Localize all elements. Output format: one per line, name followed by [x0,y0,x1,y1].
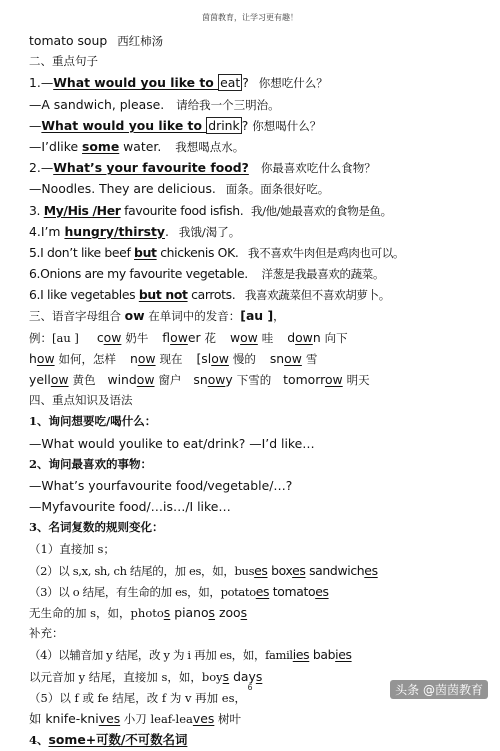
sentence-1a [29,72,491,93]
sentence-en: carrots. [187,287,236,303]
suffix: s [240,605,248,621]
sentence-punct: ? [241,117,249,133]
phonics-row-2 [29,348,491,369]
word-zh: 雪 [305,351,318,366]
heading-number: 4、 [29,733,49,748]
example-label: 例：[au ] [29,330,79,345]
word-ow: ow [240,329,258,345]
sentence-zh: 我/他/她最喜欢的食物是鱼。 [250,203,392,218]
boxed-word: eat [220,75,241,91]
word-part: tomato [269,583,316,599]
sentence-6b [29,284,491,305]
sentence-en: —Noodles. They are delicious. [29,181,216,197]
rule-text: 以元音加 y 结尾，直接加 s，如，boy [29,669,223,684]
word-part: n [312,329,321,345]
word-part: yell [29,372,51,387]
grammar-point-1-example: —What would youlike to eat/drink? —I’d like… [29,435,315,451]
sentence-zh: 面条。面条很好吃。 [225,182,330,197]
word-zh: 下雪的 [236,373,272,387]
heading-letters: ow [124,308,145,324]
page-header: 茵茵教育，让学习更有趣！ [202,13,298,22]
sentence-1c [29,115,491,136]
heading-text: 在单词中的发音： [144,309,241,324]
sentence-1d [29,136,491,157]
sentence-zh: 我不喜欢牛肉但是鸡肉也可以。 [248,245,405,260]
word-ow: ow [50,372,69,387]
sentence-4 [29,221,491,242]
suffix: es [315,583,329,599]
word-part: day [229,668,256,684]
rule-text: （5）以 f 或 fe 结尾，改 f 为 v 再加 es， [29,690,246,705]
word-ow: ow [137,350,156,366]
sentence-zh: 你最喜欢吃什么食物？ [260,161,376,176]
word-part: [sl [196,350,212,366]
suffix: s [208,605,216,621]
word-ow: ow [170,329,188,345]
sentence-punct: ? [242,75,249,91]
supplement-label: 补充： [29,626,64,641]
heading-text: some+可数/不可数名词 [48,732,188,748]
plural-rule-4a [29,644,491,665]
sentence-highlight: What’s your favourite food? [53,160,249,176]
grammar-point-2-example-a: —What’s yourfavourite food/vegetable/…? [29,477,293,493]
section-heading-grammar: 四、重点知识及语法 [29,393,133,408]
heading-punct: ， [273,309,285,324]
sentence-en: 5.I don’t like beef [29,244,135,260]
suffix: es [254,562,268,578]
suffix: ies [335,647,352,663]
word-zh: 窗户 [158,373,182,387]
phrase-zh: 西红柿汤 [117,34,164,48]
word-ow: ow [207,372,226,387]
sentence-2b [29,178,491,199]
word-part: wind [107,372,137,387]
grammar-point-2-example-b: —Myfavourite food/…is…/I like… [29,499,231,515]
word-part: 如 knife-kni [29,711,99,726]
sentence-zh: 洋葱是我最喜欢的蔬菜。 [261,267,385,282]
word-part: h [29,350,37,366]
sentence-en: water. [119,138,162,154]
sentence-highlight: What would you like to [41,117,207,133]
heading-text: 三、语音字母组合 [29,309,125,324]
rule-text: （2）以 s,x, sh, ch 结尾的，加 es，如，bus [29,563,255,578]
sentence-highlight: but [134,244,157,260]
sentence-punct: . [164,223,169,239]
word-ow: ow [284,350,302,366]
word-part: piano [170,605,209,621]
sentence-zh: 请给我一个三明治。 [176,97,280,112]
sentence-en: —I’dlike [29,138,83,154]
sentence-highlight: but not [138,287,188,303]
grammar-point-2-title: 2、询问最喜欢的事物： [29,456,153,471]
suffix: s [255,668,263,684]
word-part: 小刀 leaf-lea [120,712,193,726]
sentence-2a [29,157,491,178]
plural-rule-1: （1）直接加 s； [29,541,115,556]
sentence-prefix: — [29,117,42,133]
plural-rule-5b [29,708,491,729]
word-part: zoo [215,605,241,621]
sentence-prefix: 1.— [29,75,54,91]
sentence-zh: 你想吃什么？ [258,76,328,91]
word-zh: 花 [204,330,216,345]
suffix: s [163,605,171,621]
sentence-highlight: My/His /Her [43,202,121,218]
sentence-en: favourite food isfish. [120,202,244,218]
section-heading-key-sentences: 二、重点句子 [29,54,98,69]
word-part: c [96,329,104,345]
word-ow: ow [211,350,229,366]
word-part: fl [162,329,171,345]
plural-rule-3a [29,581,491,602]
sentence-highlight: hungry/thirsty [64,223,165,239]
rule-text: （4）以辅音加 y 结尾，改 y 为 i 再加 es，如，famil [29,648,293,663]
word-zh: 哇 [261,330,274,345]
grammar-point-4-title [29,729,491,750]
word-part: tomorr [283,372,325,387]
suffix: ies [292,647,310,663]
sentence-highlight: What would you like to [53,75,219,91]
phonics-row-1 [29,327,491,348]
sentence-6a [29,263,491,284]
rule-text: （3）以 o 结尾，有生命的加 es，如，potato [29,584,256,599]
sentence-zh: 我饿/渴了。 [178,224,241,239]
grammar-point-3-title: 3、名词复数的规则变化： [29,520,164,535]
suffix: es [292,562,306,578]
word-part: y [225,372,233,387]
sentence-3 [29,200,491,221]
rule-text: 无生命的加 s，如，photo [29,606,164,621]
boxed-word: drink [208,117,240,133]
suffix: s [222,668,230,684]
sentence-en: chickenis OK. [156,244,239,260]
word-part: n [129,350,138,366]
word-zh: 向下 [324,330,348,345]
word-part: w [229,329,241,345]
sentence-5 [29,242,491,263]
word-ow: ow [324,372,343,387]
word-ow: ow [36,350,55,366]
sentence-prefix: 3. [29,202,44,218]
word-ow: ow [136,372,155,387]
word-zh: 奶牛 [125,330,149,345]
word-part: box [267,562,293,578]
plural-rule-2 [29,560,491,581]
phonics-row-3 [29,369,491,390]
word-zh: 现在 [159,351,183,366]
suffix: es [364,562,378,578]
watermark: 头条 @茵茵教育 [390,680,488,699]
suffix: es [255,583,270,599]
suffix: ves [192,711,215,726]
word-part: sn [193,372,208,387]
phrase-en: tomato soup [29,33,108,48]
plural-rule-3b [29,602,491,623]
word-zh: 黄色 [72,373,96,387]
sentence-prefix: 4.I’m [29,223,65,239]
suffix: ves [98,711,121,726]
page-number: 6 [247,683,253,692]
document-body [29,30,491,750]
word-zh: 如何，怎样 [58,351,117,366]
sentence-highlight: some [82,138,120,154]
word-ow: ow [103,329,122,345]
sentence-zh: 我喜欢蔬菜但不喜欢胡萝卜。 [244,288,390,303]
sentence-en: 6.I like vegetables [29,287,139,303]
word-zh: 明天 [346,373,370,387]
word-part: bab [309,647,336,663]
sentence-zh: 我想喝点水。 [175,139,245,154]
sentence-en: 6.Onions are my favourite vegetable. [29,266,248,282]
word-zh: 慢的 [232,351,256,366]
sentence-prefix: 2.— [29,160,54,176]
sentence-1b [29,94,491,115]
word-part: d [287,329,296,345]
line-tomato-soup [29,30,491,51]
word-part: sandwich [305,562,365,578]
sentence-en: —A sandwich, please. [29,96,165,112]
heading-phoneme: [au ] [240,308,274,324]
section-heading-phonics [29,305,491,326]
word-ow: ow [295,329,313,345]
word-part: er [187,329,201,345]
word-zh: 树叶 [214,712,241,726]
sentence-zh: 你想喝什么？ [252,118,322,133]
word-part: sn [269,350,285,366]
grammar-point-1-title: 1、询问想要吃/喝什么： [29,414,157,429]
